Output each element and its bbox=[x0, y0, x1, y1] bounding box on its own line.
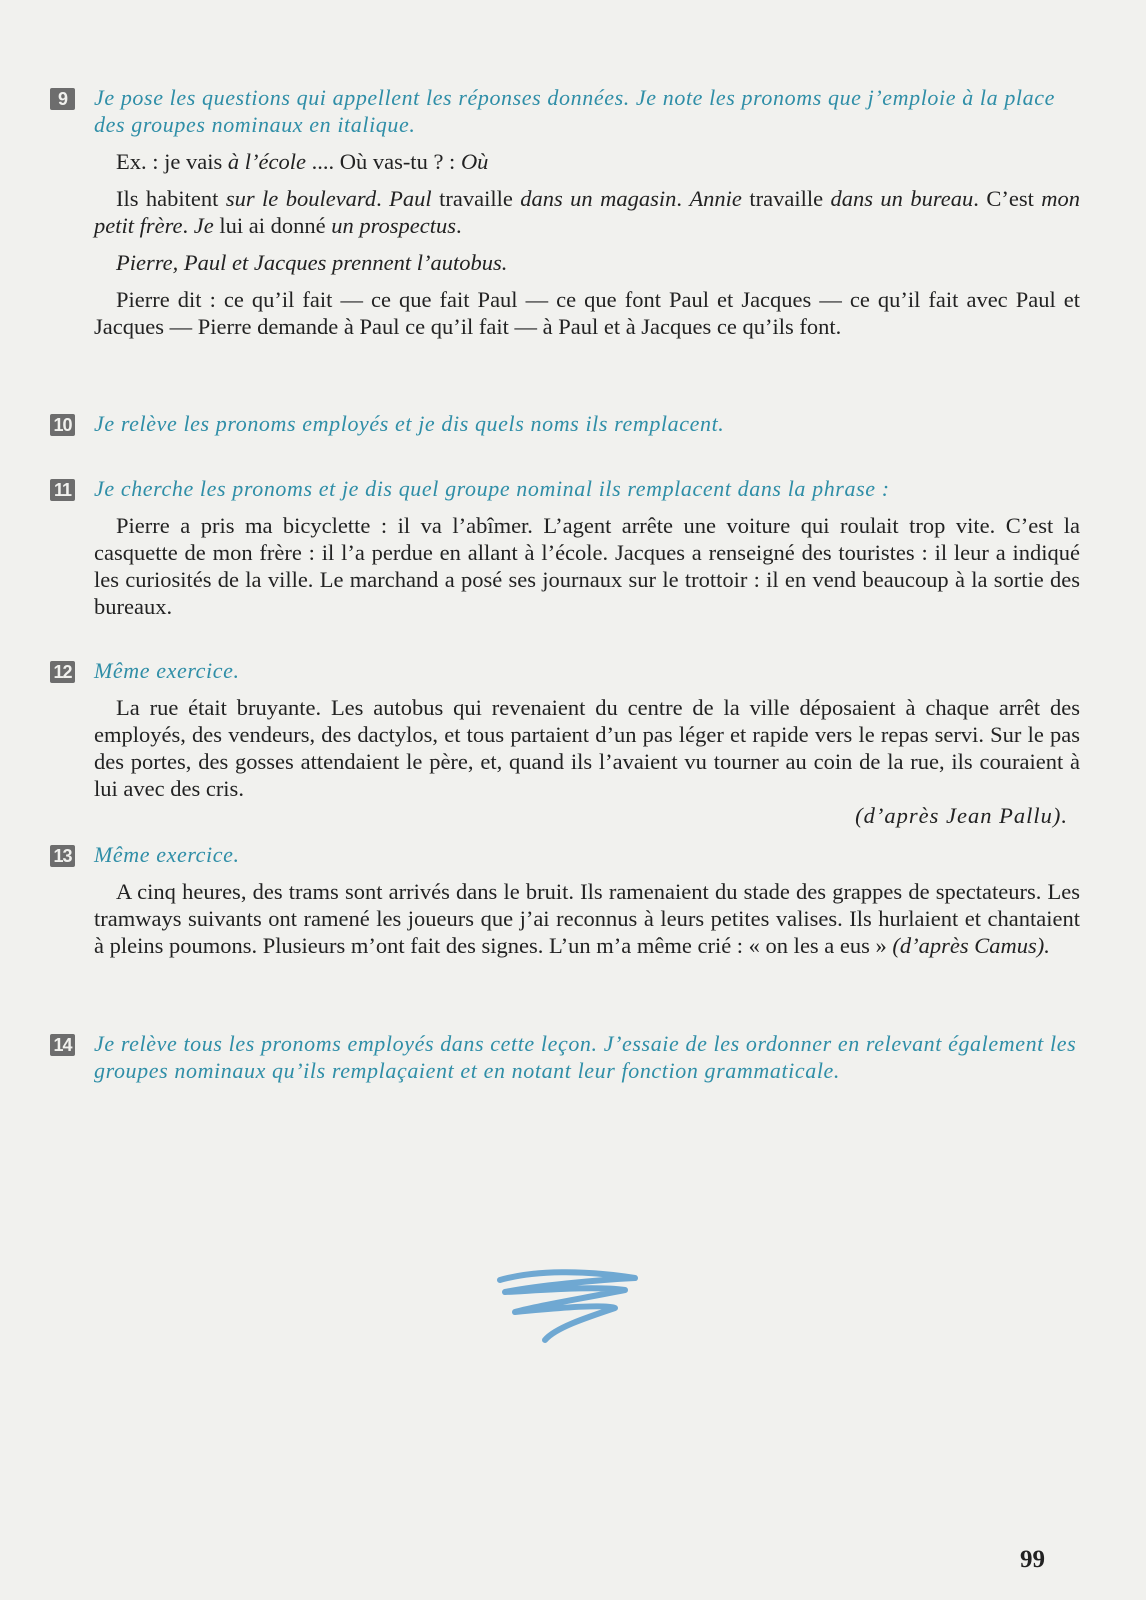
exercise-instruction: Même exercice. bbox=[94, 658, 240, 683]
paragraph: A cinq heures, des trams sont arrivés dans le bruit. Ils ramenaient du stade des grappes de spectateurs. Les tramways suivants ont ramené les joueurs que j’ai reconnus à leurs petites valises. Ils hurlaient et chantaient à pleins poumons. Plusieurs m’ont fait des signes. L’un m’a même crié : « on les a eus » (d’après Camus). bbox=[94, 879, 1080, 958]
exercise-instruction: Je relève tous les pronoms employés dans cette leçon. J’essaie de les ordonner en relevant également les groupes nominaux qu’ils remplaçaient et en notant leur fonction grammaticale. bbox=[94, 1031, 1077, 1083]
page-number: 99 bbox=[1020, 1546, 1045, 1573]
exercise-instruction: Je cherche les pronoms et je dis quel groupe nominal ils remplacent dans la phrase : bbox=[94, 476, 890, 501]
exercise-9 bbox=[50, 84, 1080, 340]
exercise-number: 9 bbox=[50, 88, 75, 110]
context-line: Pierre, Paul et Jacques prennent l’autobus. bbox=[116, 250, 508, 275]
source-citation: (d’après Camus). bbox=[892, 933, 1050, 958]
exercise-instruction: Je relève les pronoms employés et je dis quels noms ils remplacent. bbox=[94, 411, 725, 436]
exercise-number: 12 bbox=[50, 661, 75, 683]
example-line: Ex. : je vais à l’école .... Où vas-tu ? : Où bbox=[116, 149, 489, 174]
exercise-11 bbox=[50, 475, 1080, 620]
exercise-10 bbox=[50, 410, 1080, 437]
paragraph: Pierre dit : ce qu’il fait — ce que fait Paul — ce que font Paul et Jacques — ce qu’il fait avec Paul et Jacques — Pierre demande à Paul ce qu’il fait — à Paul et à Jacques ce qu’ils font. bbox=[94, 287, 1080, 339]
exercise-number: 14 bbox=[50, 1034, 75, 1056]
decorative-scribble-icon bbox=[495, 1268, 645, 1348]
exercise-number: 11 bbox=[50, 479, 75, 501]
exercise-12 bbox=[50, 657, 1080, 829]
exercise-body bbox=[94, 148, 1080, 340]
exercise-13 bbox=[50, 841, 1080, 959]
exercise-instruction: Même exercice. bbox=[94, 842, 240, 867]
exercise-body bbox=[94, 694, 1080, 829]
source-citation: (d’après Jean Pallu). bbox=[855, 803, 1068, 828]
exercise-number: 13 bbox=[50, 845, 75, 867]
exercise-instruction: Je pose les questions qui appellent les réponses données. Je note les pronoms que j’emploie à la place des groupes nominaux en italique. bbox=[94, 85, 1055, 137]
paragraph: La rue était bruyante. Les autobus qui revenaient du centre de la ville déposaient à chaque arrêt des employés, des vendeurs, des dactylos, et tous partaient d’un pas léger et rapide vers le repas servi. Sur le pas des portes, des gosses attendaient le père, et, quand ils l’avaient vu tourner au coin de la rue, ils couraient à lui avec des cris. bbox=[94, 695, 1080, 801]
paragraph: Pierre a pris ma bicyclette : il va l’abîmer. L’agent arrête une voiture qui roulait trop vite. C’est la casquette de mon frère : il l’a perdue en allant à l’école. Jacques a renseigné des touristes : il leur a indiqué les curiosités de la ville. Le marchand a posé ses journaux sur le trottoir : il en vend beaucoup à la sortie des bureaux. bbox=[94, 513, 1080, 619]
exercise-body bbox=[94, 878, 1080, 959]
exercise-number: 10 bbox=[50, 414, 75, 436]
exercise-14 bbox=[50, 1030, 1080, 1084]
sentence-list: Ils habitent sur le boulevard. Paul travaille dans un magasin. Annie travaille dans un bureau. C’est mon petit frère. Je lui ai donné un prospectus. bbox=[94, 186, 1081, 238]
exercise-body bbox=[94, 512, 1080, 620]
